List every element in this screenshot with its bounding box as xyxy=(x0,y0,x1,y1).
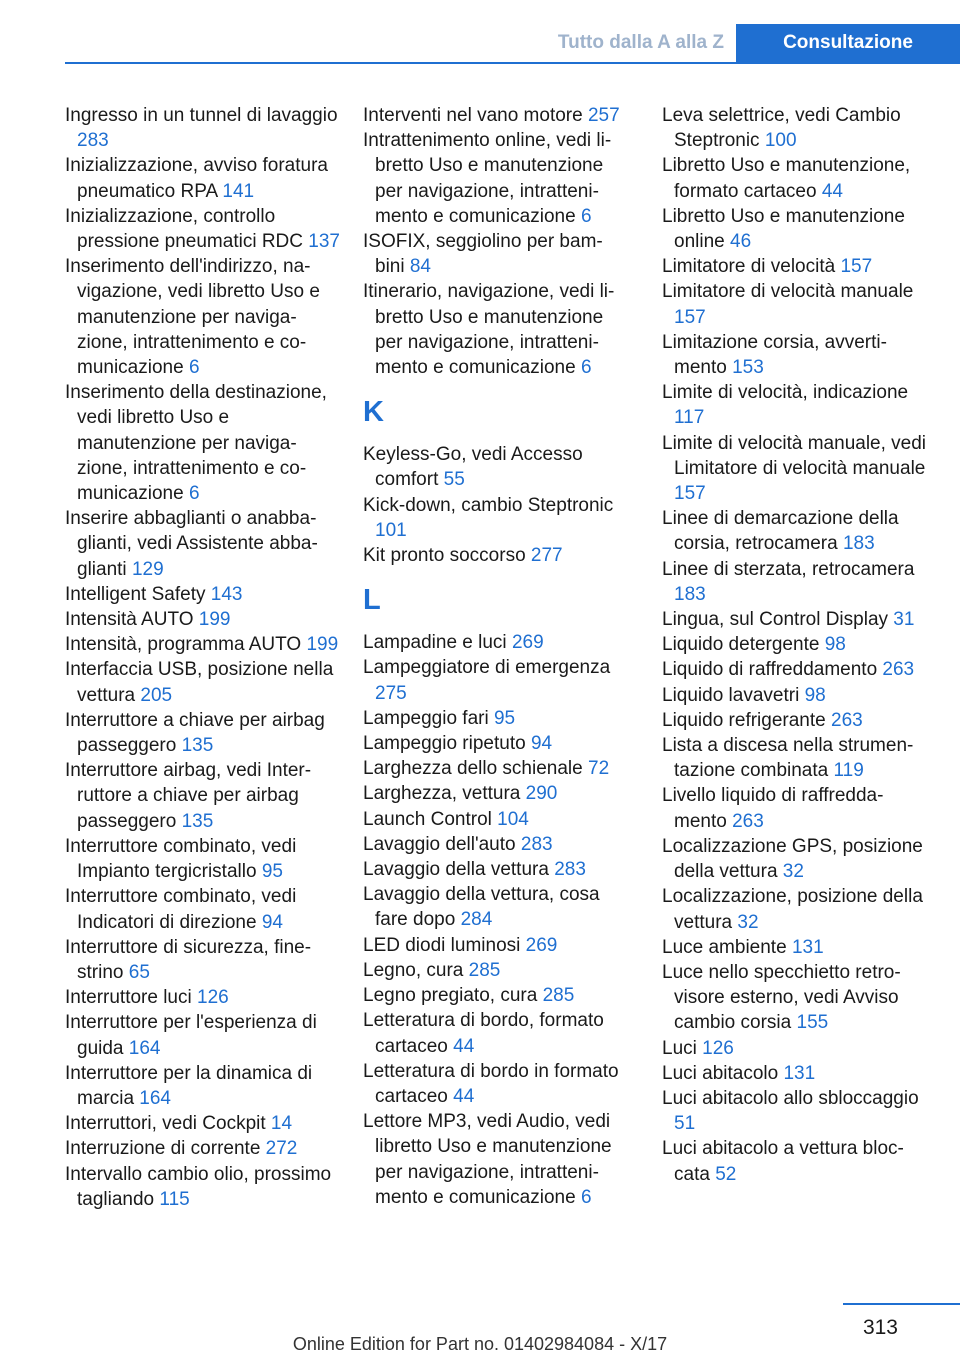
index-entry-page-link[interactable]: 101 xyxy=(375,519,407,541)
index-entry-page-link[interactable]: 269 xyxy=(525,934,558,956)
index-entry-page-link[interactable]: 14 xyxy=(270,1113,293,1135)
index-entry xyxy=(65,708,340,758)
index-entry xyxy=(662,632,927,657)
index-entry xyxy=(662,1036,927,1061)
header-section-title: Tutto dalla A alla Z xyxy=(557,32,724,53)
index-entry xyxy=(65,1061,340,1111)
index-entry-page-link[interactable]: 283 xyxy=(520,833,553,855)
index-entry-page-link[interactable]: 95 xyxy=(493,707,516,729)
index-entry xyxy=(363,279,625,380)
index-entry-text: Interruttori, vedi Cockpit xyxy=(65,1113,266,1135)
index-entry xyxy=(662,935,927,960)
index-entry xyxy=(65,582,340,607)
index-entry-text: Interruttore a chiave per airbag passeggero xyxy=(65,709,325,757)
index-entry xyxy=(662,254,927,279)
index-entry xyxy=(662,708,927,733)
index-entry-text: Interruttore airbag, vedi Interruttore a chiave per airbag passeggero xyxy=(65,760,312,832)
index-entry xyxy=(662,683,927,708)
index-entry-page-link[interactable]: 72 xyxy=(588,758,610,780)
index-entry-text: Luci abitacolo xyxy=(662,1062,779,1084)
index-entry-page-link[interactable]: 164 xyxy=(128,1037,161,1059)
index-entry-text: Inserimento della destinazione, vedi libretto Uso e manutenzione per navigazione, intrattenimento e comunicazione xyxy=(65,382,327,505)
index-entry-page-link[interactable]: 44 xyxy=(453,1035,475,1057)
index-entry xyxy=(65,758,340,834)
index-entry xyxy=(363,882,625,932)
index-column-1 xyxy=(65,103,340,1212)
index-entry xyxy=(363,807,625,832)
index-entry-page-link[interactable]: 126 xyxy=(197,987,229,1009)
index-entry xyxy=(662,834,927,884)
index-entry-text: Lettore MP3, vedi Audio, vedi libretto Uso e manutenzione per navigazione, intrattenimento e comunicazione xyxy=(363,1111,612,1208)
index-entry xyxy=(65,153,340,203)
index-entry xyxy=(363,103,625,128)
index-entry xyxy=(65,657,340,707)
index-entry xyxy=(363,832,625,857)
index-entry-page-link[interactable]: 51 xyxy=(674,1113,696,1135)
index-entry-text: Localizzazione, posizione della vettura xyxy=(662,886,923,933)
index-entry xyxy=(662,506,927,556)
index-entry-text: Lingua, sul Control Display xyxy=(662,609,889,631)
page-header xyxy=(65,24,960,64)
index-entry-text: Lavaggio della vettura xyxy=(363,859,549,881)
index-entry xyxy=(662,330,927,380)
index-entry-page-link[interactable]: 183 xyxy=(674,583,706,605)
index-letter-heading: L xyxy=(363,584,381,617)
index-entry xyxy=(662,783,927,833)
index-entry-page-link[interactable]: 104 xyxy=(497,808,529,830)
index-entry xyxy=(65,1136,340,1161)
index-entry-text: Inizializzazione, avviso foratura pneumatico RPA xyxy=(65,155,328,202)
index-entry-page-link[interactable]: 257 xyxy=(587,105,620,126)
index-entry-page-link[interactable]: 65 xyxy=(128,961,150,983)
index-entry-page-link[interactable]: 283 xyxy=(77,130,109,152)
index-entry-page-link[interactable]: 46 xyxy=(730,231,752,253)
index-entry-text: Legno, cura xyxy=(363,959,464,981)
index-entry-text: Kit pronto soccorso xyxy=(363,545,526,567)
index-entry xyxy=(662,153,927,203)
index-entry xyxy=(363,1008,625,1058)
index-entry xyxy=(363,958,625,983)
index-entry-text: Intensità AUTO xyxy=(65,609,194,631)
index-entry-page-link[interactable]: 6 xyxy=(580,357,592,379)
index-entry-text: Lampeggio fari xyxy=(363,707,489,729)
index-entry xyxy=(363,933,625,958)
index-entry-text: Luce ambiente xyxy=(662,936,787,958)
index-entry-text: Liquido di raffreddamento xyxy=(662,659,878,681)
index-entry-page-link[interactable]: 263 xyxy=(882,659,915,681)
index-entry-page-link[interactable]: 285 xyxy=(542,985,575,1007)
index-entry-text: Lavaggio della vettura, cosa fare dopo xyxy=(363,884,600,931)
index-entry-text: Libretto Uso e manutenzione, formato cartaceo xyxy=(662,155,911,202)
header-chapter-tab: Consultazione xyxy=(736,24,960,62)
index-entry xyxy=(662,204,927,254)
index-entry xyxy=(662,380,927,430)
index-entry-text: Lista a discesa nella strumentazione combinata xyxy=(662,735,914,782)
index-entry-page-link[interactable]: 94 xyxy=(261,911,283,933)
index-entry-page-link[interactable]: 164 xyxy=(139,1087,171,1109)
index-entry-text: Luci abitacolo allo sbloccaggio xyxy=(662,1087,919,1109)
footer-rule xyxy=(843,1303,960,1305)
index-entry xyxy=(363,706,625,731)
index-entry-page-link[interactable]: 199 xyxy=(198,609,231,631)
index-entry-text: Liquido lavavetri xyxy=(662,684,800,706)
index-entry-text: Letteratura di bordo, formato cartaceo xyxy=(363,1010,604,1057)
index-entry-page-link[interactable]: 94 xyxy=(530,733,553,755)
index-entry xyxy=(65,607,340,632)
index-entry-text: Itinerario, navigazione, vedi libretto Uso e manutenzione per navigazione, intrattenimento e comunicazione xyxy=(363,281,615,379)
index-entry-text: Legno pregiato, cura xyxy=(363,985,538,1007)
index-entry xyxy=(65,632,340,657)
index-entry xyxy=(363,442,625,492)
index-entry-page-link[interactable]: 100 xyxy=(764,130,797,152)
index-entry-text: Liquido detergente xyxy=(662,634,820,656)
index-entry xyxy=(65,103,340,153)
index-entry xyxy=(65,1010,340,1060)
index-entry-page-link[interactable]: 272 xyxy=(265,1138,298,1160)
index-entry-page-link[interactable]: 269 xyxy=(511,632,544,654)
index-entry-text: Launch Control xyxy=(363,808,492,830)
index-entry xyxy=(662,1136,927,1186)
index-entry-page-link[interactable]: 95 xyxy=(261,861,283,883)
index-entry-page-link[interactable]: 126 xyxy=(702,1037,734,1059)
index-entry-page-link[interactable]: 131 xyxy=(791,936,824,958)
index-entry-page-link[interactable]: 199 xyxy=(306,634,339,656)
index-entry xyxy=(363,1059,625,1109)
index-entry-text: Interruttore di sicurezza, finestrino xyxy=(65,936,312,983)
index-entry xyxy=(662,557,927,607)
index-entry xyxy=(363,630,625,655)
index-entry-page-link[interactable]: 141 xyxy=(222,180,255,202)
index-entry-page-link[interactable]: 277 xyxy=(530,545,563,567)
index-entry xyxy=(363,983,625,1008)
index-entry-page-link[interactable]: 263 xyxy=(831,709,863,731)
index-entry-text: Intrattenimento online, vedi libretto Uso e manutenzione per navigazione, intrattenimento e comunicazione xyxy=(363,130,612,227)
index-entry-text: Kick-down, cambio Steptronic xyxy=(363,494,614,516)
page-number: 313 xyxy=(862,1316,898,1339)
index-entry-text: Interruttore combinato, vedi Impianto tergicristallo xyxy=(65,835,297,883)
index-entry xyxy=(65,985,340,1010)
index-entry-text: Intervallo cambio olio, prossimo tagliando xyxy=(65,1163,332,1210)
index-entry xyxy=(662,657,927,682)
index-entry-page-link[interactable]: 117 xyxy=(674,407,705,429)
index-entry xyxy=(65,1162,340,1212)
index-entry-text: Interruttore per l'esperienza di guida xyxy=(65,1012,317,1059)
index-entry-page-link[interactable]: 157 xyxy=(674,483,706,505)
index-entry xyxy=(363,543,625,568)
index-entry-text: Lavaggio dell'auto xyxy=(363,833,516,855)
index-entry-text: Liquido refrigerante xyxy=(662,709,826,731)
index-entry xyxy=(363,756,625,781)
index-column-3 xyxy=(662,103,927,1187)
index-entry-page-link[interactable]: 290 xyxy=(525,783,558,805)
index-entry-page-link[interactable]: 135 xyxy=(181,735,214,757)
index-entry-text: Luci xyxy=(662,1037,697,1059)
index-entry-page-link[interactable]: 129 xyxy=(131,558,164,580)
index-entry-text: Inserimento dell'indirizzo, navigazione, vedi libretto Uso e manutenzione per navigazione, intrattenimento e comunicazione xyxy=(65,256,320,379)
index-entry-text: Libretto Uso e manutenzione online xyxy=(662,205,905,253)
index-entry xyxy=(662,279,927,329)
index-entry-text: Interruzione di corrente xyxy=(65,1138,261,1160)
index-entry-text: Intelligent Safety xyxy=(65,583,206,605)
index-entry-page-link[interactable]: 284 xyxy=(460,909,493,931)
index-entry-page-link[interactable]: 6 xyxy=(580,1186,592,1208)
index-entry xyxy=(662,431,927,507)
index-entry xyxy=(363,655,625,705)
index-entry-text: Interfaccia USB, posizione nella vettura xyxy=(65,659,334,706)
index-entry xyxy=(65,834,340,884)
index-entry xyxy=(65,1111,340,1136)
index-letter-heading: K xyxy=(363,396,384,429)
index-entry-page-link[interactable]: 32 xyxy=(782,861,804,883)
index-entry-text: Luci abitacolo a vettura bloccata xyxy=(662,1138,904,1185)
index-entry-page-link[interactable]: 157 xyxy=(674,306,706,328)
index-entry-text: Interruttore combinato, vedi Indicatori di direzione xyxy=(65,886,297,933)
index-entry-text: LED diodi luminosi xyxy=(363,934,521,956)
index-entry-text: Lampadine e luci xyxy=(363,632,507,654)
index-entry-text: Limitatore di velocità xyxy=(662,256,836,278)
index-entry-text: Ingresso in un tunnel di lavaggio xyxy=(65,105,338,126)
index-entry-text: Limite di velocità, indicazione xyxy=(662,382,909,404)
index-entry xyxy=(662,733,927,783)
index-entry-text: Localizzazione GPS, posizione della vettura xyxy=(662,835,923,883)
index-entry-page-link[interactable]: 263 xyxy=(732,810,764,832)
index-entry xyxy=(662,103,927,153)
index-entry-text: Inserire abbaglianti o anabbaglianti, vedi Assistente abbaglianti xyxy=(65,508,318,580)
index-entry-page-link[interactable]: 115 xyxy=(159,1188,190,1210)
index-entry-text: Letteratura di bordo in formato cartaceo xyxy=(363,1060,619,1107)
index-entry-page-link[interactable]: 44 xyxy=(453,1085,475,1107)
index-entry-page-link[interactable]: 55 xyxy=(443,469,465,491)
index-entry-page-link[interactable]: 275 xyxy=(375,682,407,704)
index-entry-page-link[interactable]: 6 xyxy=(580,205,592,227)
index-entry xyxy=(662,884,927,934)
index-entry-page-link[interactable]: 52 xyxy=(715,1163,737,1185)
edition-note: Online Edition for Part no. 01402984084 - X/17 xyxy=(292,1334,668,1354)
index-entry-text: ISOFIX, seggiolino per bambini xyxy=(363,231,603,278)
index-entry-page-link[interactable]: 119 xyxy=(833,760,864,782)
index-entry-text: Leva selettrice, vedi Cambio Steptronic xyxy=(662,105,901,152)
index-entry-text: Keyless-Go, vedi Accesso comfort xyxy=(363,444,583,491)
index-entry xyxy=(363,1109,625,1210)
index-entry-page-link[interactable]: 98 xyxy=(824,634,846,656)
index-column-2 xyxy=(363,103,625,1210)
index-entry-page-link[interactable]: 44 xyxy=(821,180,843,202)
index-entry-text: Interruttore luci xyxy=(65,987,192,1009)
index-entry xyxy=(363,731,625,756)
index-entry xyxy=(363,128,625,229)
index-entry-text: Limitatore di velocità manuale xyxy=(662,281,914,303)
index-entry-page-link[interactable]: 31 xyxy=(893,609,915,631)
index-entry xyxy=(363,781,625,806)
index-entry xyxy=(65,380,340,506)
index-entry-page-link[interactable]: 84 xyxy=(409,256,431,278)
index-entry xyxy=(363,493,625,543)
index-entry-text: Interruttore per la dinamica di marcia xyxy=(65,1062,313,1109)
index-entry xyxy=(65,506,340,582)
index-entry-page-link[interactable]: 98 xyxy=(804,684,826,706)
index-entry xyxy=(65,935,340,985)
index-entry-text: Larghezza, vettura xyxy=(363,783,521,805)
index-entry-page-link[interactable]: 131 xyxy=(783,1062,816,1084)
index-entry-text: Lampeggiatore di emergenza xyxy=(363,657,611,679)
index-entry-text: Livello liquido di raffreddamento xyxy=(662,785,884,832)
index-entry-text: Larghezza dello schienale xyxy=(363,758,583,780)
index-entry-page-link[interactable]: 135 xyxy=(181,810,214,832)
index-entry-text: Linee di demarcazione della corsia, retrocamera xyxy=(662,508,899,555)
index-entry-page-link[interactable]: 283 xyxy=(554,859,586,881)
index-entry-text: Interventi nel vano motore xyxy=(363,105,583,126)
index-entry-text: Intensità, programma AUTO xyxy=(65,634,302,656)
index-entry-page-link[interactable]: 143 xyxy=(210,583,243,605)
index-entry-page-link[interactable]: 137 xyxy=(308,231,340,253)
index-entry-page-link[interactable]: 6 xyxy=(188,483,200,505)
index-entry-text: Lampeggio ripetuto xyxy=(363,733,526,755)
index-entry-page-link[interactable]: 183 xyxy=(842,533,875,555)
index-entry xyxy=(662,1086,927,1136)
index-entry-text: Linee di sterzata, retrocamera xyxy=(662,558,915,580)
index-entry-page-link[interactable]: 285 xyxy=(468,959,501,981)
index-entry xyxy=(65,254,340,380)
index-entry-page-link[interactable]: 32 xyxy=(737,911,759,933)
index-entry xyxy=(363,857,625,882)
index-entry xyxy=(662,1061,927,1086)
index-entry xyxy=(65,884,340,934)
index-entry-page-link[interactable]: 6 xyxy=(188,357,200,379)
index-entry-page-link[interactable]: 157 xyxy=(840,256,873,278)
index-entry xyxy=(65,204,340,254)
index-entry xyxy=(662,960,927,1036)
index-entry-page-link[interactable]: 205 xyxy=(140,684,173,706)
index-entry-text: Limitazione corsia, avvertimento xyxy=(662,331,887,379)
index-entry-text: Inizializzazione, controllo pressione pneumatici RDC xyxy=(65,205,303,253)
index-entry-page-link[interactable]: 153 xyxy=(732,357,764,379)
index-entry xyxy=(662,607,927,632)
index-entry-page-link[interactable]: 155 xyxy=(796,1012,829,1034)
index-entry-text: Luce nello specchietto retrovisore esterno, vedi Avviso cambio corsia xyxy=(662,961,901,1034)
index-entry xyxy=(363,229,625,279)
index-entry-text: Limite di velocità manuale, vedi Limitatore di velocità manuale xyxy=(662,432,927,479)
